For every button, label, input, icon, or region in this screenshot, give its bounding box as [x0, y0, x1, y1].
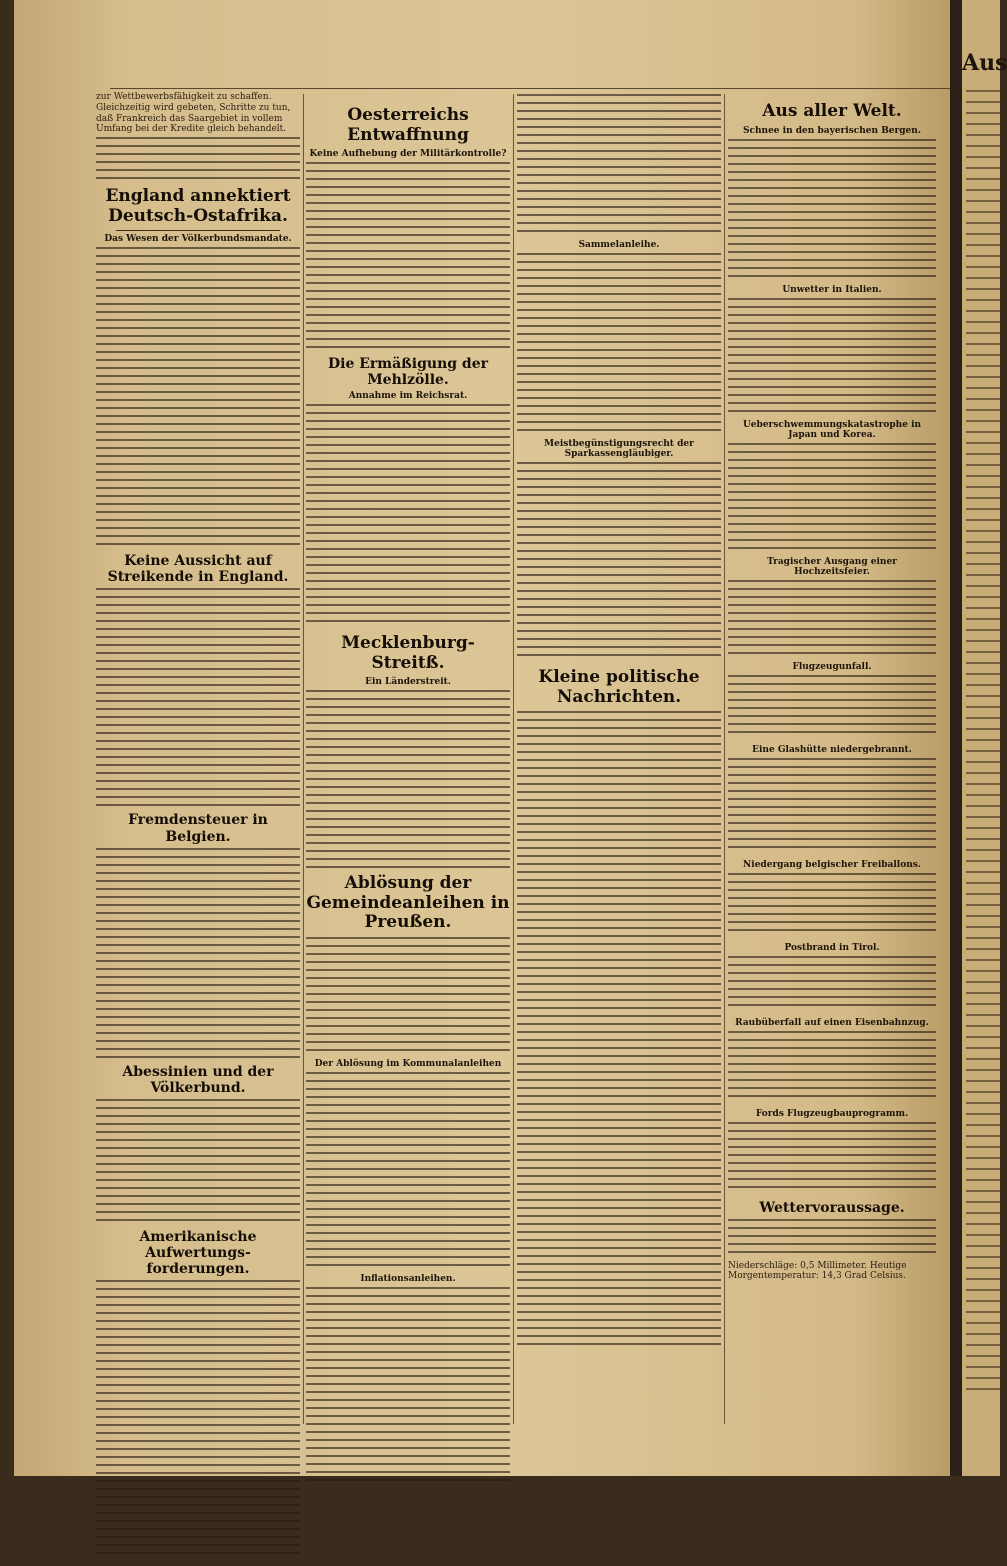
section-heading: Inflationsanleihen.: [360, 1274, 456, 1285]
divider: [116, 230, 280, 231]
article-body: [306, 404, 510, 628]
headline-austria: Oesterreichs Entwaffnung: [347, 105, 469, 145]
section-heading: Ueberschwemmungskatastrophe in Japan und Korea.: [742, 419, 922, 440]
article-body: [306, 1287, 510, 1487]
headline-mecklenburg: Mecklenburg-Streitß.: [341, 633, 475, 673]
article-body: [96, 848, 300, 1058]
section-heading: Der Ablösung im Kommunalanleihen: [314, 1059, 502, 1070]
section-heading: Raubüberfall auf einen Eisenbahnzug.: [735, 1017, 929, 1028]
column-rule: [303, 94, 304, 1424]
section-heading: Unwetter in Italien.: [782, 284, 882, 295]
article-body: [96, 1099, 300, 1223]
adjacent-page-header: Aus: [962, 50, 1007, 76]
section-heading: Eine Glashütte niedergebrannt.: [752, 744, 912, 755]
book-gutter: [950, 0, 962, 1476]
article-body: [728, 139, 936, 279]
section-heading: Schnee in den bayerischen Bergen.: [743, 125, 921, 136]
article-body: [728, 675, 936, 739]
article-body: [306, 937, 510, 1053]
article-body: [728, 1122, 936, 1194]
subheadline-military-control: Keine Aufhebung der Militärkontrolle?: [309, 149, 507, 160]
column-1: [96, 92, 300, 1566]
article-body: [728, 956, 936, 1012]
headline-england: England annektiert Deutsch-Ostafrika.: [105, 186, 291, 226]
headline-political-news: Kleine politische Nachrichten.: [538, 667, 700, 707]
article-body: [517, 462, 721, 662]
subheadline-reichsrat: Annahme im Reichsrat.: [348, 391, 468, 402]
top-rule: [110, 88, 950, 89]
article-body: [728, 1031, 936, 1103]
column-3: [517, 92, 721, 1357]
headline-belgium: Fremdensteuer in Belgien.: [128, 812, 268, 845]
section-heading: Flugzeugunfall.: [792, 661, 872, 672]
article-body: [728, 758, 936, 854]
article-body: [96, 137, 300, 181]
adjacent-page: [962, 0, 1007, 1476]
section-heading: Meistbegünstigungsrecht der Sparkassengläubiger.: [544, 439, 694, 459]
column-rule: [724, 94, 725, 1424]
headline-world: Aus aller Welt.: [762, 101, 902, 121]
column-2: [306, 100, 510, 1493]
article-body: [728, 443, 936, 551]
article-body: [517, 711, 721, 1351]
article-body: [306, 162, 510, 350]
headline-weather: Wettervoraussage.: [759, 1199, 905, 1216]
article-body: [728, 580, 936, 656]
article-body: [96, 588, 300, 806]
article-body: [728, 1219, 936, 1255]
section-heading: Niedergang belgischer Freiballons.: [743, 859, 921, 870]
article-body: [728, 873, 936, 937]
lead-text: zur Wettbewerbsfähigkeit zu schaffen. Gleichzeitig wird gebeten, Schritte zu tun, daß Frankreich das Saargebiet in vollem Umfang bei der Kredite gleich behandelt.: [96, 92, 291, 135]
adjacent-page-text: [966, 90, 1000, 1390]
section-heading: Postbrand in Tirol.: [784, 942, 880, 953]
article-body: [517, 94, 721, 234]
section-heading: Sammelanleihe.: [578, 240, 660, 250]
subheadline-land-dispute: Ein Länderstreit.: [365, 677, 451, 688]
column-rule: [513, 94, 514, 1424]
subheadline-mandates: Das Wesen der Völkerbundsmandate.: [104, 234, 292, 245]
article-body: [306, 1072, 510, 1268]
column-4: [728, 96, 936, 1282]
article-body: [728, 298, 936, 414]
section-heading: Fords Flugzeugbauprogramm.: [755, 1108, 909, 1119]
headline-flour-duties: Die Ermäßigung der Mehlzölle.: [327, 356, 488, 389]
article-body: [96, 1280, 300, 1560]
headline-strike: Keine Aussicht auf Streikende in England.: [107, 553, 289, 586]
weather-tail-text: Niederschläge: 0,5 Millimeter. Heutige Morgentemperatur: 14,3 Grad Celsius.: [728, 1260, 907, 1282]
article-body: [96, 247, 300, 547]
headline-abyssinia: Abessinien und der Völkerbund.: [122, 1063, 274, 1096]
section-heading: Tragischer Ausgang einer Hochzeitsfeier.: [767, 556, 897, 577]
article-body: [306, 690, 510, 868]
headline-american: Amerikanische Aufwertungs-forderungen.: [139, 1228, 257, 1278]
article-body: [517, 253, 721, 433]
headline-municipal-loans: Ablösung der Gemeindeanleihen in Preußen.: [306, 873, 510, 933]
